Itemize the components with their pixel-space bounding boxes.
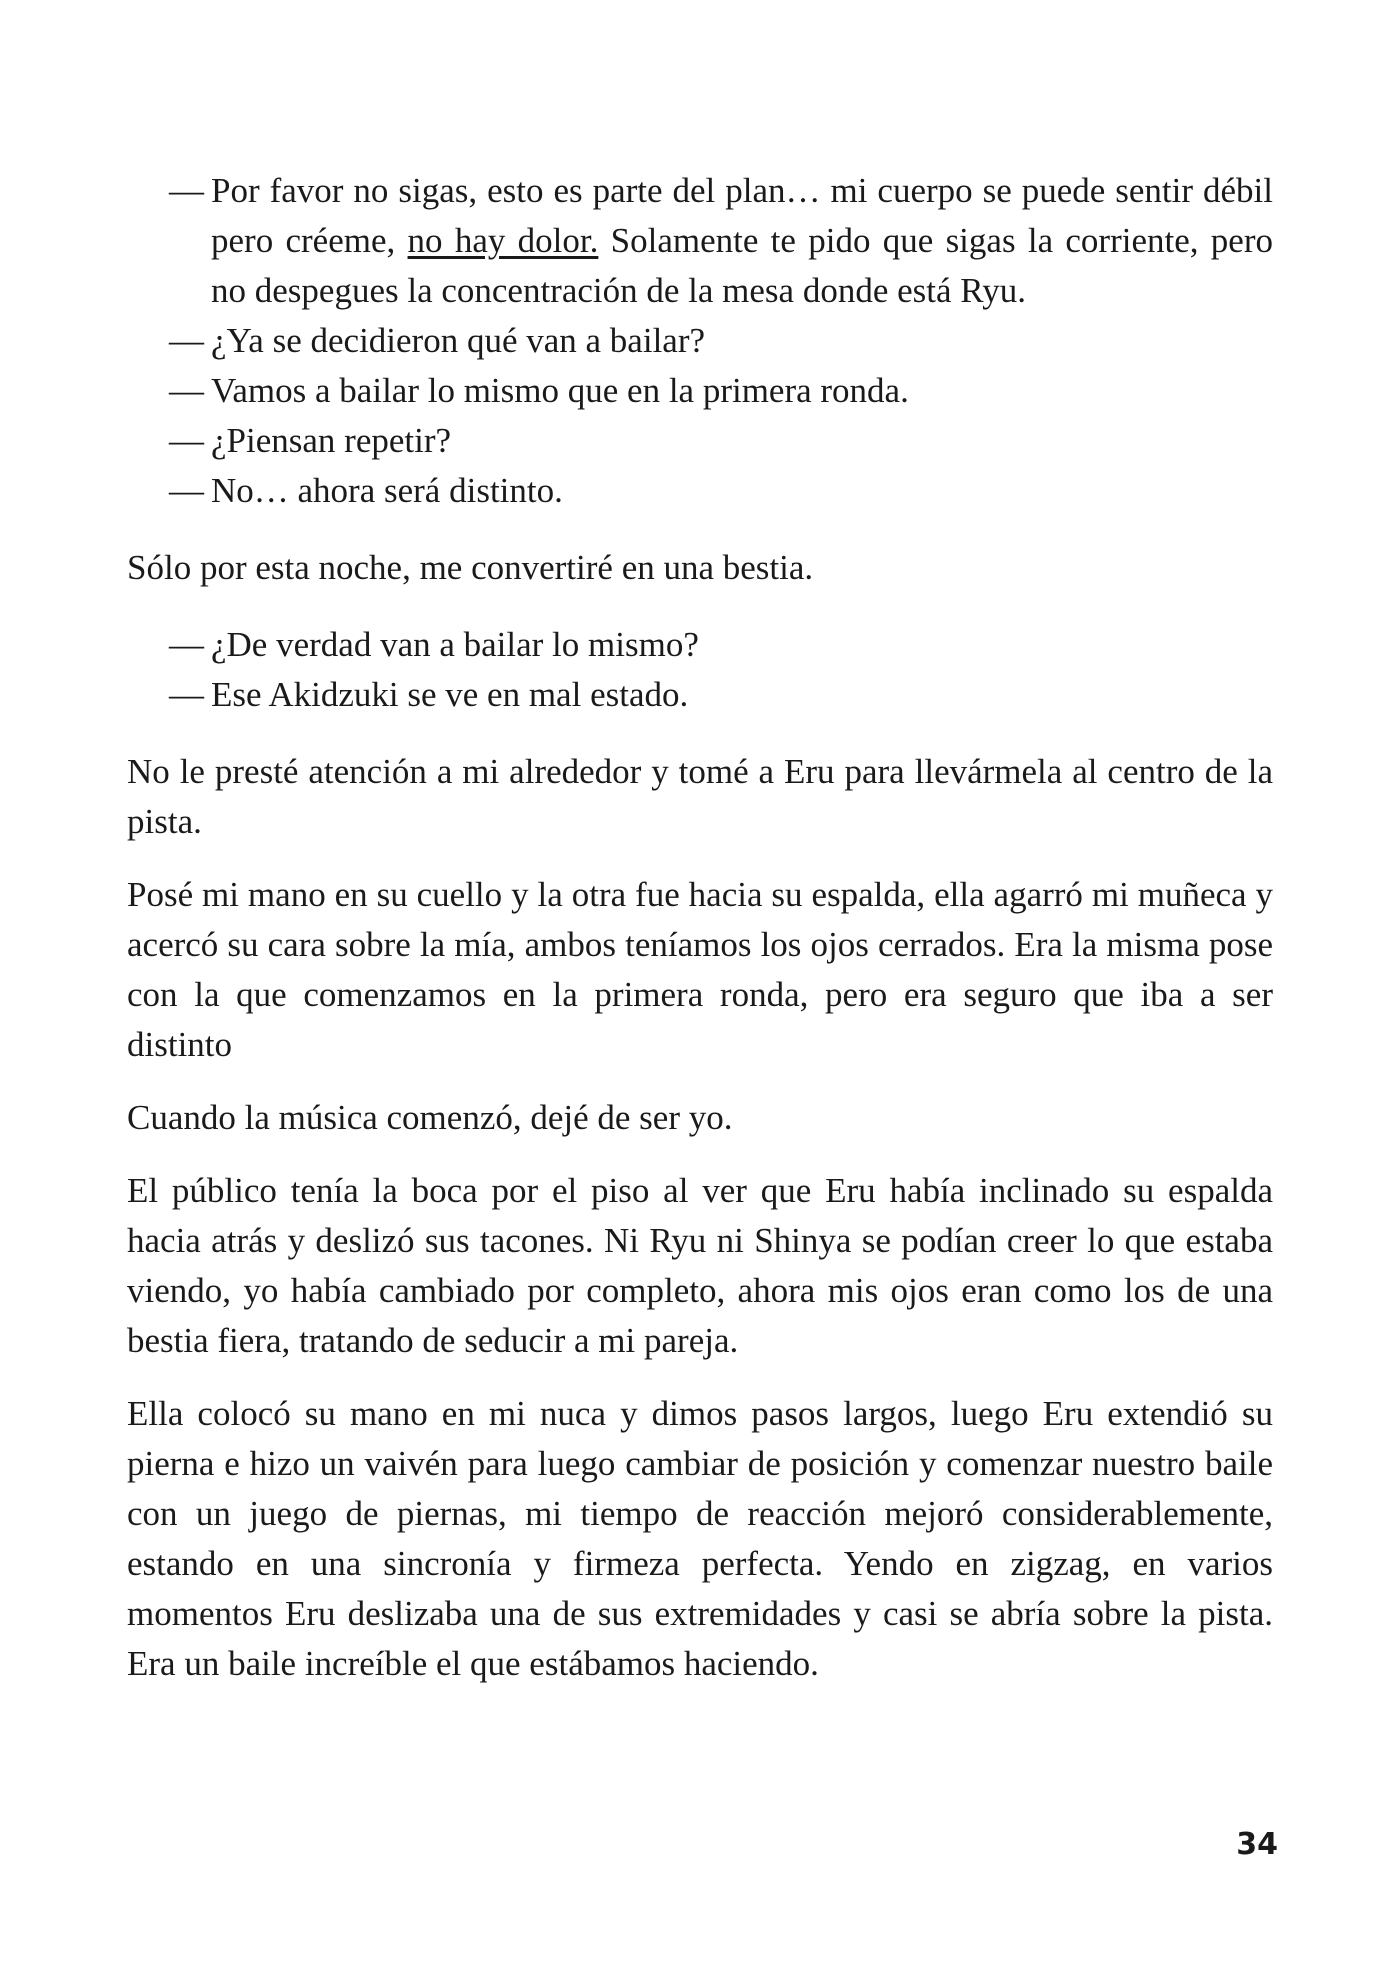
dialogue-dash: — [169,675,204,714]
dialogue-text: ¿Ya se decidieron qué van a bailar? [211,321,706,360]
dialogue-dash: — [169,625,204,664]
narration-paragraph: Sólo por esta noche, me convertiré en una bestia. [127,548,814,587]
dialogue-dash: — [169,321,204,360]
narration-paragraph: Posé mi mano en su cuello y la otra fue hacia su espalda, ella agarró mi muñeca y acercó su cara sobre la mía, ambos teníamos los ojos cerrados. Era la misma pose con la que comenzamos en la primera ronda, pero era seguro que iba a ser distinto [127,875,1273,1064]
narration-paragraph: Cuando la música comenzó, dejé de ser yo. [127,1098,733,1137]
narration-paragraph: No le presté atención a mi alrededor y tomé a Eru para llevármela al centro de la pista. [127,752,1273,841]
dialogue-dash: — [169,471,204,510]
dialogue-line [127,466,1273,516]
dialogue-line [127,316,1273,366]
dialogue-dash: — [169,421,204,460]
dialogue-text: ¿De verdad van a bailar lo mismo? [211,625,699,664]
dialogue-text: Vamos a bailar lo mismo que en la primera ronda. [211,371,909,410]
narration-paragraph: Ella colocó su mano en mi nuca y dimos pasos largos, luego Eru extendió su pierna e hizo un vaivén para luego cambiar de posición y comenzar nuestro baile con un juego de piernas, mi tiempo de reacción mejoró considerablemente, estando en una sincronía y firmeza perfecta. Yendo en zigzag, en varios momentos Eru deslizaba una de sus extremidades y casi se abría sobre la pista. Era un baile increíble el que estábamos haciendo. [127,1394,1273,1683]
dialogue-line [127,670,1273,720]
dialogue-text: ¿Piensan repetir? [211,421,452,460]
dialogue-text-start: Por favor no sigas, esto es parte del plan… mi cuerpo se puede sentir débil pero créeme, [211,171,1273,260]
dialogue-line [127,366,1273,416]
dialogue-dash: — [169,171,204,210]
dialogue-text: No… ahora será distinto. [211,471,563,510]
dialogue-dash: — [169,371,204,410]
page-number: 34 [1236,1827,1278,1862]
dialogue-text-end: Solamente te pido que sigas la corriente, pero no despegues la concentración de la mesa donde está Ryu. [211,221,1273,310]
dialogue-line [127,620,1273,670]
narration-paragraph: El público tenía la boca por el piso al ver que Eru había inclinado su espalda hacia atrás y deslizó sus tacones. Ni Ryu ni Shinya se podían creer lo que estaba viendo, yo había cambiado por completo, ahora mis ojos eran como los de una bestia fiera, tratando de seducir a mi pareja. [127,1171,1273,1360]
page-text [127,166,1273,1689]
dialogue-text: Ese Akidzuki se ve en mal estado. [211,675,689,714]
underlined-phrase: no hay dolor. [407,221,599,260]
dialogue-line [127,166,1273,316]
dialogue-line [127,416,1273,466]
